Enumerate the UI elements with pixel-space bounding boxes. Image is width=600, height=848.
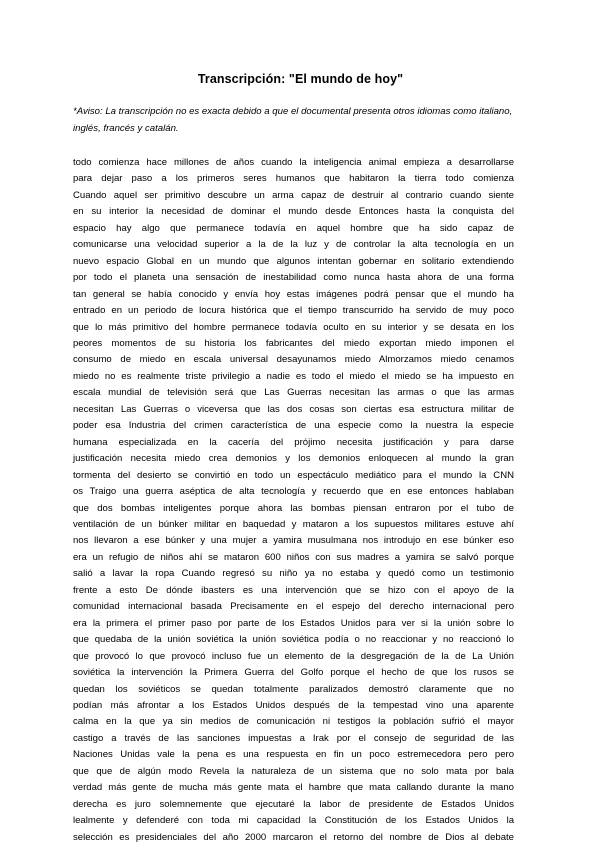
transcript-line: espacio hay algo que permanece todavía en aquel hombre que ha sido capaz de — [73, 222, 514, 234]
transcript-line: Cuando aquel ser primitivo descubre un arma capaz de destruir al contrario cuando siente — [73, 189, 514, 201]
transcript-line: Naciones Unidas vale la pena es una respuesta en fin un poco estremecedora pero pero — [73, 749, 514, 761]
transcript-line: nuevo espacio Global en un mundo que algunos intentan gobernar en solitario extendiendo — [73, 255, 514, 267]
transcript-body — [73, 155, 514, 846]
transcript-line: para dejar paso a los primeros seres humanos que habitaron la tierra todo comienza — [73, 173, 514, 185]
transcript-line: derecha es juro solemnemente que ejecutaré la labor de presidente de Estados Unidos — [73, 798, 514, 810]
transcript-line: miedo no es realmente triste privilegio a nadie es todo el miedo el miedo se ha impuesto en — [73, 370, 514, 382]
transcript-line: justificación necesita miedo crea demonios y los demonios enloquecen al mundo la gran — [73, 453, 514, 465]
transcript-line: ventilación de un búnker militar en baquedad y mataron a los supuestos militares estuve ahí — [73, 518, 514, 530]
transcript-line: que lo más primitivo del hombre permanece todavía oculto en su interior y se desata en los — [73, 321, 514, 333]
transcript-line: lealmente y defenderé con toda mi capacidad la Constitución de los Estados Unidos la — [73, 815, 514, 827]
transcript-line: que quedaba de la unión soviética la unión soviética podía o no reaccionar y no reaccionó lo — [73, 634, 514, 646]
transcript-line: nos llevaron a ese búnker y una mujer a yamira musulmana nos introdujo en ese búnker eso — [73, 535, 514, 547]
transcript-line: os Traigo una guerra aséptica de alta tecnología y recuerdo que en ese entonces hablaban — [73, 486, 514, 498]
transcript-line: que que de algún modo Revela la naturaleza de un sistema que no solo mata por bala — [73, 765, 514, 777]
transcript-line: selección es presidenciales del año 2000 marcaron el retorno del nombre de Dios al debate — [73, 831, 514, 843]
transcript-line: era la primera el primer paso por parte de los Estados Unidos para ver si la unión sobre lo — [73, 617, 514, 629]
transcript-line: comunicarse una velocidad superior a la de la luz y de controlar la alta tecnología en un — [73, 239, 514, 251]
transcript-line: que dos bombas inteligentes porque ahora las bombas piensan entraron por el tubo de — [73, 502, 514, 514]
transcript-line: necesitan Las Guerras o viceversa que las dos cosas son ciertas esa estructura militar de — [73, 403, 514, 415]
transcript-line: calma en la que ya sin medios de comunicación ni testigos la población sufrió el mayor — [73, 716, 514, 728]
transcript-line: por todo el planeta una sensación de inestabilidad como nunca hasta ahora de una forma — [73, 272, 514, 284]
transcript-line: frente a esto De dónde ibasters es una intervención que se hizo con el apoyo de la — [73, 584, 514, 596]
transcript-line: escala mundial de televisión será que Las Guerras necesitan las armas o que las armas — [73, 387, 514, 399]
transcript-line: salió a lavar la ropa Cuando regresó su niño ya no estaba y quedó como un testimonio — [73, 568, 514, 580]
transcript-line: podían más afrontar a los Estados Unidos después de la tempestad vino una aparente — [73, 699, 514, 711]
transcript-line: peores momentos de su historia los fabricantes del miedo exportan miedo imponen el — [73, 337, 514, 349]
transcript-line: verdad más gente de mucha más gente mata el hambre que mata callando durante la mano — [73, 782, 514, 794]
document-title: Transcripción: "El mundo de hoy" — [197, 72, 404, 86]
transcript-line: todo comienza hace millones de años cuando la inteligencia animal empieza a desarrollarse — [73, 157, 514, 168]
transcription-notice: *Aviso: La transcripción no es exacta debido a que el documental presenta otros idiomas como italiano, inglés, francés y catalán. — [73, 106, 513, 134]
transcript-line: era un refugio de niños ahí se mataron 600 niños con sus madres a yamira se salvó porque — [73, 551, 514, 563]
transcript-line: consumo de miedo en escala universal desayunamos miedo Almorzamos miedo cenamos — [73, 354, 514, 366]
transcript-line: soviética la intervención la Primera Guerra del Golfo porque el hecho de que los rusos se — [73, 667, 514, 679]
transcript-line: que provocó lo que provocó incluso fue un elemento de la desgregación de la de La Unión — [73, 650, 514, 662]
transcript-line: quedan los soviéticos se quedan totalmente paralizados demostró claramente que no — [73, 683, 514, 695]
transcript-line: en su interior la necesidad de dominar el mundo desde Entonces hasta la conquista del — [73, 206, 514, 218]
transcript-line: comunidad internacional basada Precisamente en el espejo del derecho internacional pero — [73, 601, 514, 613]
transcript-line: castigo a través de las sanciones impuestas a Irak por el consejo de seguridad de las — [73, 732, 514, 744]
transcript-line: tormenta del desierto se convirtió en todo un espectáculo mediático para el mundo la CNN — [73, 469, 514, 481]
transcript-line: tan general se había conocido y envía hoy estas imágenes podrá pensar que el mundo ha — [73, 288, 514, 300]
transcript-line: poder esa Industria del crimen característica de una especie como la nuestra la especie — [73, 420, 514, 432]
transcript-line: entrado en un periodo de locura histórica que el tiempo transcurrido ha servido de muy poco — [73, 305, 514, 317]
transcript-line: humana especializada en la cacería del prójimo necesita justificación y para darse — [73, 436, 514, 448]
